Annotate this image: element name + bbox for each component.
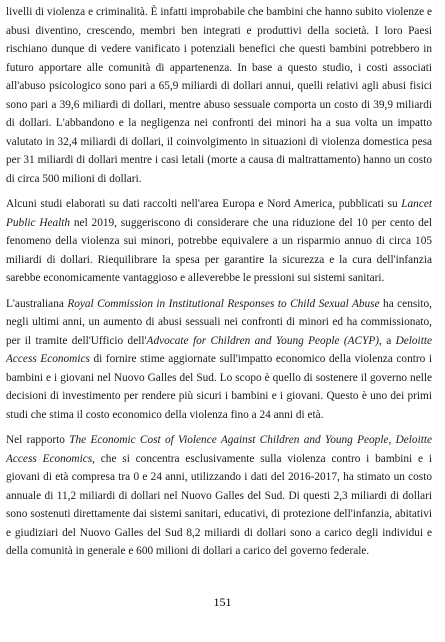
- text-run: livelli di violenza e criminalità. È infatti improbabile che bambini che hanno subito violenze e abusi diventino, crescendo, membri ben integrati e produttivi della società. I loro Paesi rischiano dunque di vedere vanificato i potenziali benefici che questi bambini potrebbero in futuro apportare alle comunità di appartenenza. In base a questo studio, i costi associati all'abuso psicologico sono pari a 65,9 miliardi di dollari annui, quelli relativi agli abusi fisici sono pari a 39,6 miliardi di dollari, mentre abuso sessuale comporta un costo di 39,9 miliardi di dollari. L'abbandono e la negligenza nei confronti dei minori ha a sua volta un impatto valutato in 32,4 miliardi di dollari, il coinvolgimento in situazioni di violenza domestica pesa per 31 miliardi di dollari mentre i casi letali (morte a causa di maltrattamento) hanno un costo di circa 500 milioni di dollari.: [6, 6, 432, 185]
- text-run: Alcuni studi elaborati su dati raccolti nell'area Europa e Nord America, pubblicati su: [6, 198, 402, 210]
- italic-text-run: Advocate for Children and Young People (ACYP): [146, 334, 380, 347]
- paragraph-1: [6, 3, 432, 188]
- italic-text-run: The Economic Cost of Violence Against Children and Young People, Deloitte Access Economics: [6, 434, 433, 465]
- text-run: , che si concentra esclusivamente sulla violenza contro i bambini e i giovani di età compresa tra 0 e 24 anni, utilizzando i dati del 2016-2017, ha stimato un costo annuale di 11,2 miliardi di dollari nel Nuovo Galles del Sud. Di questi 2,3 miliardi di dollari sono sostenuti direttamente dai sistemi sanitari, educativi, di protezione dell'infanzia, abitativi e giudiziari del Nuovo Galles del Sud 8,2 miliardi di dollari sono a carico degli individui e della comunità in generale e 600 milioni di dollari a carico del governo federale.: [6, 452, 432, 557]
- italic-text-run: Lancet Public Health: [6, 198, 432, 229]
- paragraph-2: [6, 195, 432, 288]
- text-run: ha censito, negli ultimi anni, un aumento di abusi sessuali nei confronti di minori ed ha commissionato, per il tramite dell'Ufficio dell': [6, 297, 432, 347]
- text-run: Nel rapporto: [6, 434, 70, 446]
- italic-text-run: Royal Commission in Institutional Responses to Child Sexual Abuse: [67, 297, 380, 310]
- text-run: di fornire stime aggiornate sull'impatto economico della violenza contro i bambini e i giovani nel Nuovo Galles del Sud. Lo scopo è quello di sostenere il governo nelle decisioni di investimento per rendere più sicuri i bambini e i giovani. Questo è uno dei primi studi che stima il costo economico della violenza fino a 24 anni di età.: [6, 353, 432, 421]
- paragraph-4: [6, 431, 432, 561]
- page-number: 151: [213, 595, 232, 609]
- italic-text-run: Deloitte Access Economics: [6, 334, 432, 365]
- text-run: L'australiana: [6, 297, 68, 310]
- text-run: , a: [379, 334, 396, 347]
- text-run: nel 2019, suggeriscono di considerare che una riduzione del 10 per cento del fenomeno della violenza sui minori, potrebbe equivalere a un risparmio annuo di circa 105 miliardi di dollari. Riequilibrare la spesa per garantire la sicurezza e la cura dell'infanzia sarebbe economicamente vantaggioso e alleverebbe le pressioni sui sistemi sanitari.: [6, 216, 432, 284]
- paragraph-3: [6, 295, 432, 425]
